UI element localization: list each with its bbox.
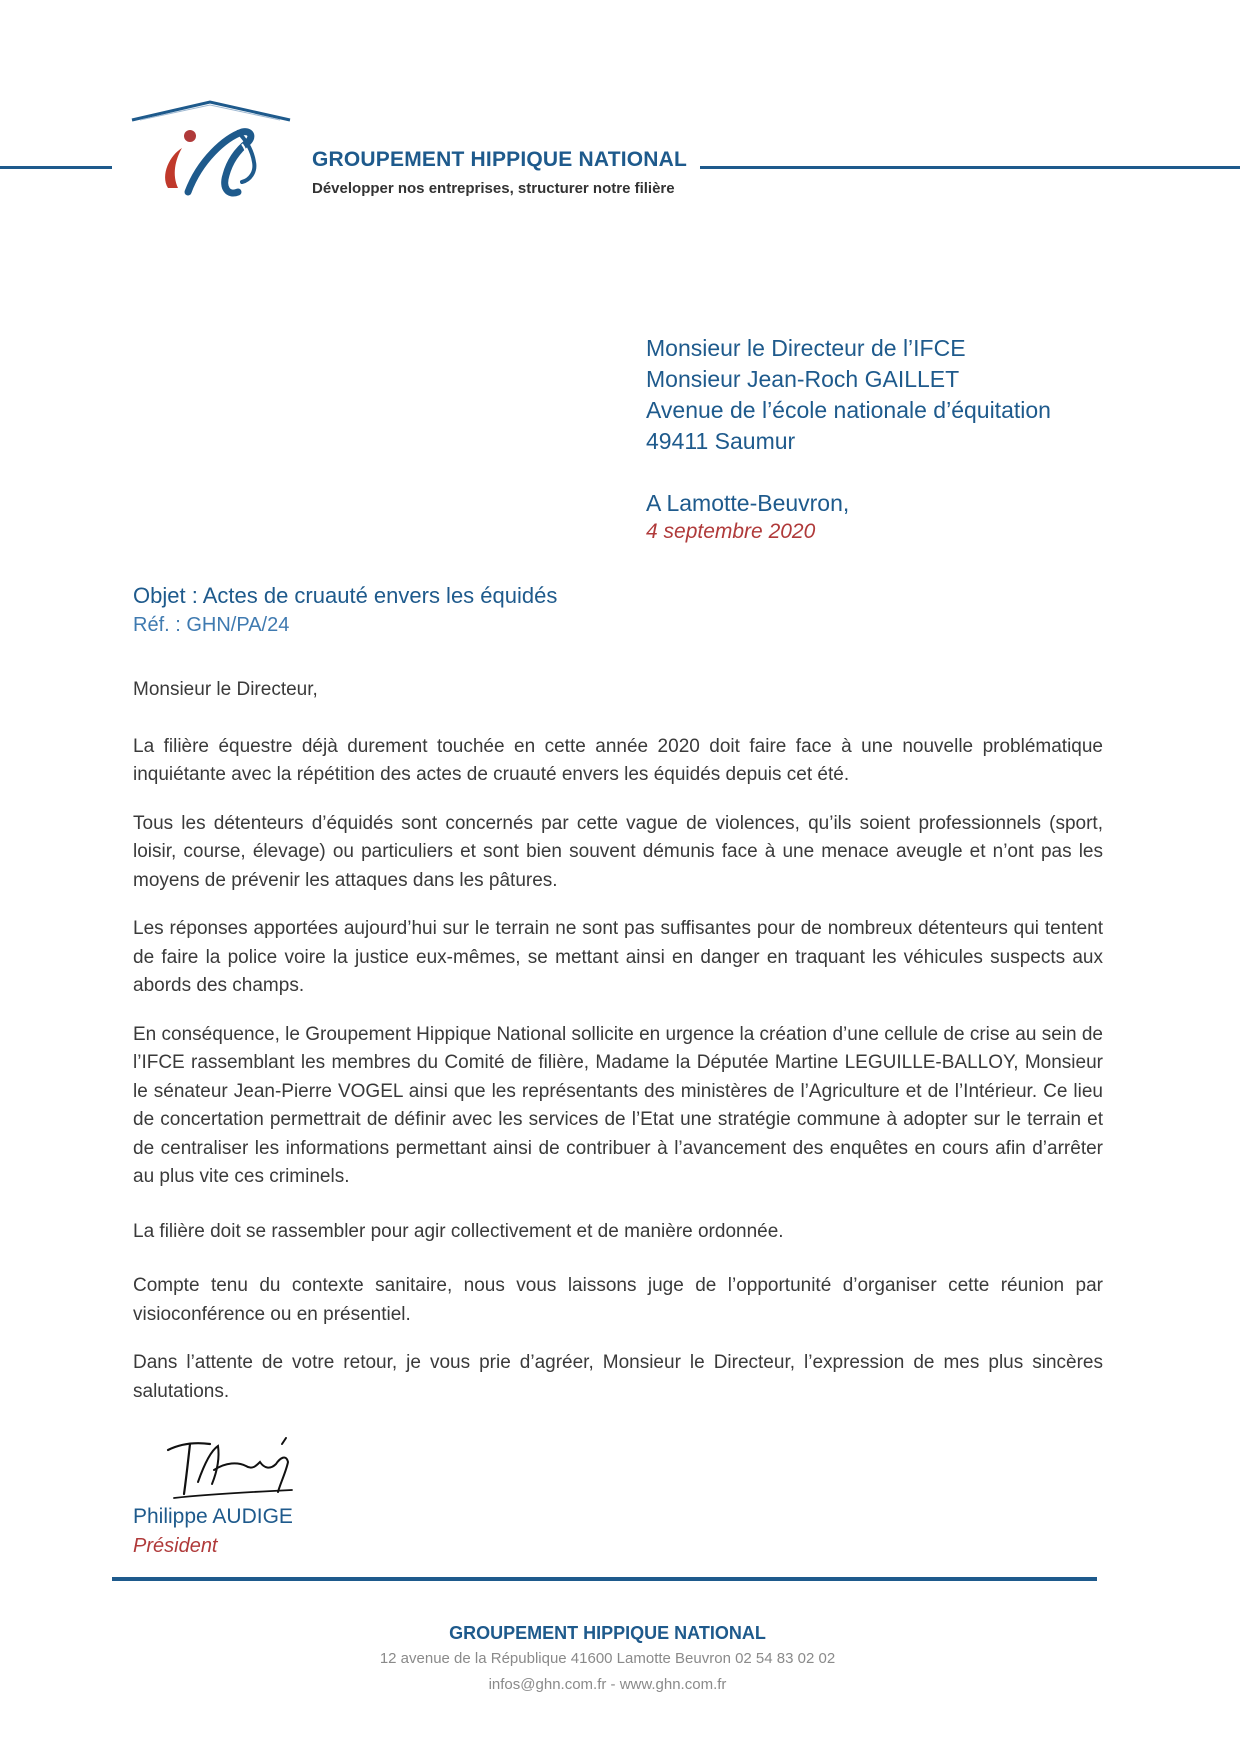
letter-subject: Objet : Actes de cruauté envers les équidés xyxy=(133,583,558,608)
recipient-address xyxy=(646,333,1051,457)
footer-org-name: GROUPEMENT HIPPIQUE NATIONAL xyxy=(449,1623,766,1643)
footer-rule xyxy=(112,1577,1097,1581)
header-rule-left xyxy=(0,166,112,169)
signer-title: Président xyxy=(133,1535,218,1557)
letter-reference: Réf. : GHN/PA/24 xyxy=(133,614,290,636)
letter-date: 4 septembre 2020 xyxy=(646,520,816,543)
body-paragraph: Dans l’attente de votre retour, je vous prie d’agréer, Monsieur le Directeur, l’expression de mes plus sincères salutations. xyxy=(133,1352,1103,1402)
body-paragraph: La filière équestre déjà durement touchée en cette année 2020 doit faire face à une nouvelle problématique inquiétante avec la répétition des actes de cruauté envers les équidés depuis cet été. xyxy=(133,735,1103,785)
letter-place: A Lamotte-Beuvron, xyxy=(646,490,850,516)
header-rule-right xyxy=(700,166,1240,169)
body-paragraph: En conséquence, le Groupement Hippique National sollicite en urgence la création d’une cellule de crise au sein de l’IFCE rassemblant les membres du Comité de filière, Madame la Députée Martine LEGUILLE-BALLOY, Monsieur le sénateur Jean-Pierre VOGEL ainsi que les représentants des ministères de l’Agriculture et de l’Intérieur. Ce lieu de concertation permettrait de définir avec les services de l’Etat une stratégie commune à adopter sur le terrain et de centraliser les informations permettant ainsi de contribuer à l’avancement des enquêtes en cours afin d’arrêter au plus vite ces criminels. xyxy=(133,1023,1103,1187)
horse-rider-logo-icon xyxy=(130,100,315,220)
recipient-line: Monsieur le Directeur de l’IFCE xyxy=(646,335,966,361)
recipient-line: Avenue de l’école nationale d’équitation xyxy=(646,397,1051,423)
footer-address: 12 avenue de la République 41600 Lamotte Beuvron 02 54 83 02 02 xyxy=(379,1650,836,1667)
body-paragraph: Tous les détenteurs d’équidés sont concernés par cette vague de violences, qu’ils soient professionnels (sport, loisir, course, élevage) ou particuliers et sont bien souvent démunis face à une menace aveugle et n’ont pas les moyens de prévenir les attaques dans les pâtures. xyxy=(133,812,1103,891)
letter-body xyxy=(133,676,1103,1426)
handwritten-signature xyxy=(160,1432,310,1502)
body-paragraph: Compte tenu du contexte sanitaire, nous vous laissons juge de l’opportunité d’organiser cette réunion par visioconférence ou en présentiel. xyxy=(133,1275,1103,1325)
signer-name: Philippe AUDIGE xyxy=(133,1505,293,1528)
body-paragraph: La filière doit se rassembler pour agir collectivement et de manière ordonnée. xyxy=(133,1220,784,1242)
org-name: GROUPEMENT HIPPIQUE NATIONAL xyxy=(312,148,688,171)
body-paragraph: Les réponses apportées aujourd’hui sur le terrain ne sont pas suffisantes pour de nombreux détenteurs qui tentent de faire la police voire la justice eux-mêmes, se mettant ainsi en danger en traquant les véhicules suspects aux abords des champs. xyxy=(133,918,1103,996)
recipient-line: Monsieur Jean-Roch GAILLET xyxy=(646,366,960,392)
recipient-line: 49411 Saumur xyxy=(646,428,796,454)
footer-contact: infos@ghn.com.fr - www.ghn.com.fr xyxy=(488,1676,727,1693)
salutation: Monsieur le Directeur, xyxy=(133,679,318,700)
org-tagline: Développer nos entreprises, structurer notre filière xyxy=(312,180,675,197)
footer xyxy=(0,1620,1215,1698)
